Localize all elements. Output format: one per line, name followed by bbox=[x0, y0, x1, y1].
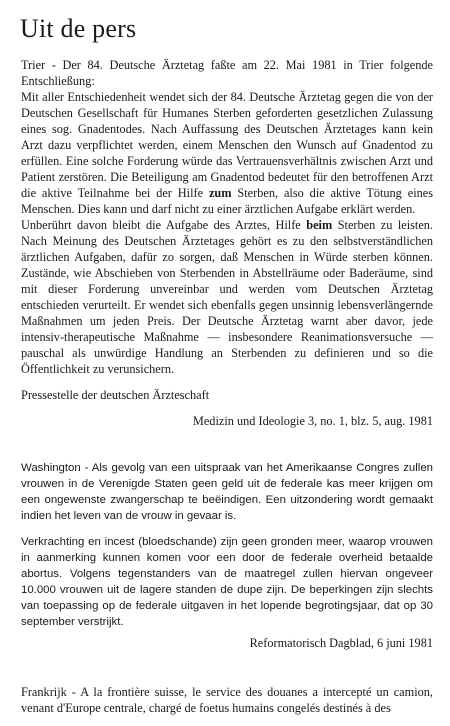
article-signature: Pressestelle der deutschen Ärzteschaft bbox=[21, 388, 210, 402]
article-source: Reformatorisch Dagblad, 6 juni 1981 bbox=[249, 636, 433, 650]
emphasis-text: beim bbox=[306, 218, 333, 232]
emphasis-text: zum bbox=[208, 186, 232, 200]
paragraph-text: Unberührt davon bleibt die Aufgabe des Arztes, Hilfe bbox=[21, 218, 301, 232]
article-paragraph: Verkrachting en incest (bloedschande) zijn geen gronden meer, waarop vrouwen in aanmerking kunnen komen voor een door de federale overheid betaalde abortus. Volgens tegenstanders van de maatregel zullen hiervan ongeveer 10.000 vrouwen uit de lagere standen de dupe zijn. De beperkingen zijn slechts van toepassing op de federale uitgaven in het lopende begrotingsjaar, dat op 30 september verstrijkt. bbox=[21, 536, 433, 628]
article-intro: Trier - Der 84. Deutsche Ärztetag faßte am 22. Mai 1981 in Trier folgende Entschließung: bbox=[21, 58, 433, 88]
paragraph-text: Sterben, also die aktive Tötung eines Menschen. Dies kann und darf nicht zu einer ärztlichen Aufgabe erklärt werden. bbox=[21, 186, 434, 216]
article-paragraph: Washington - Als gevolg van een uitspraak van het Amerikaanse Congres zullen vrouwen in de Verenigde Staten geen geld uit de federale kas meer krijgen om een ongewenste zwangerschap te beëindigen. Een uitzondering wordt gemaakt indien het leven van de vrouw in gevaar is. bbox=[21, 462, 433, 522]
article-german bbox=[21, 57, 433, 429]
article-source-block bbox=[21, 635, 433, 651]
article-paragraph bbox=[21, 217, 433, 377]
article-washington bbox=[21, 460, 433, 630]
paragraph-text: Sterben zu leisten. Nach Meinung des Deutschen Ärztetages gehört es zu den selbstverständlichen ärztlichen Aufgaben, dafür zo sorgen, daß Menschen in Würde sterben können. Zustände, wie Abschieben von Sterbenden in Abstellräume oder Baderäume, sind mit dieser Forderung unvereinbar und werden vom Deutschen Ärztetag entschieden verurteilt. Er wendet sich ebenfalls gegen unsinnig lebensverlängernde Maßnahmen um jeden Preis. Der Deutsche Ärztetag warnt aber davor, jede intensiv-therapeutische Maßnahme — insbesondere Reanimationsversuche — pauschal als unwürdige Handlung an Sterbenden zu definieren und so die Öffentlichkeit zu verunsichern. bbox=[21, 218, 433, 376]
article-paragraph bbox=[21, 89, 433, 217]
article-source: Medizin und Ideologie 3, no. 1, blz. 5, aug. 1981 bbox=[192, 414, 433, 428]
page-title: Uit de pers bbox=[20, 14, 137, 43]
article-frankrijk bbox=[21, 684, 433, 716]
paragraph-text: Mit aller Entschiedenheit wendet sich der 84. Deutsche Ärztetag gegen die von der Deutschen Gesellschaft für Humanes Sterben geforderten gesetzlichen Zulassung eines sog. Gnadentodes. Nach Auffassung des Deutschen Ärztetages kann kein Arzt dazu verpflichtet werden, einem Menschen den Wunsch auf Gnadentod zu erfüllen. Eine solche Forderung würde das Vertrauensverhältnis zwischen Arzt und Patient zerstören. Die Beteiligung am Gnadentod bedeutet für den betroffenen Arzt die aktive Teilnahme bei der Hilfe bbox=[21, 90, 433, 200]
article-paragraph: Frankrijk - A la frontière suisse, le service des douanes a intercepté un camion, venant d'Europe centrale, chargé de foetus humains congelés destinés à des bbox=[21, 685, 433, 715]
